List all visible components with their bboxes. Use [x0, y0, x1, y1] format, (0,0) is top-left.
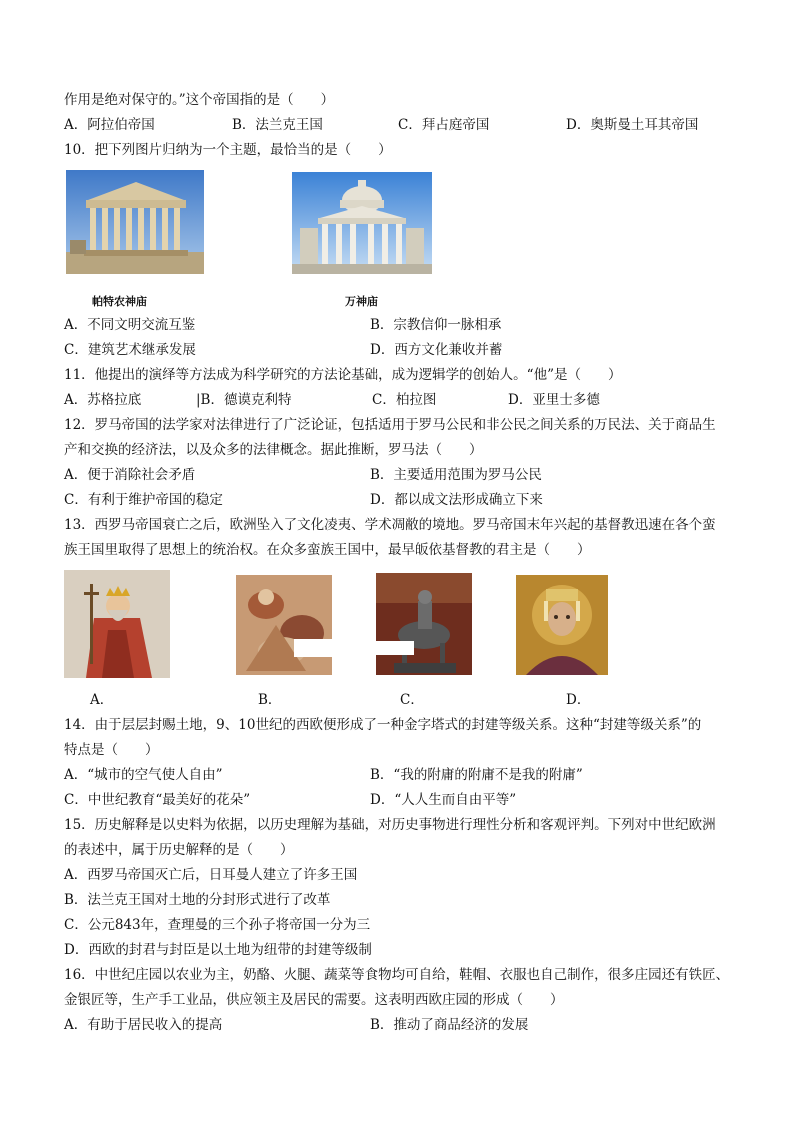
- q13-stem-2: 族王国里取得了思想上的统治权。在众多蛮族王国中，最早皈依基督教的君主是（ ）: [64, 542, 591, 558]
- parthenon-image: [66, 170, 204, 274]
- q16-stem-2: 金银匠等，生产手工业品，供应领主及居民的需要。这表明西欧庄园的形成（ ）: [64, 992, 564, 1008]
- q9-option-b[interactable]: B．法兰克王国: [232, 117, 323, 133]
- q9-option-d[interactable]: D．奥斯曼土耳其帝国: [566, 117, 699, 133]
- q9-stem-tail: 作用是绝对保守的。”这个帝国指的是（ ）: [64, 92, 335, 108]
- q14-option-b[interactable]: B．“我的附庸的附庸不是我的附庸”: [370, 767, 583, 783]
- q10-option-c[interactable]: C．建筑艺术继承发展: [64, 342, 196, 358]
- q12-option-d[interactable]: D．都以成文法形成确立下来: [370, 492, 543, 508]
- q13-label-a[interactable]: A．: [90, 692, 114, 708]
- q15-option-a[interactable]: A．西罗马帝国灭亡后，日耳曼人建立了许多王国: [64, 867, 358, 883]
- q13-label-b[interactable]: B．: [258, 692, 282, 708]
- q14-stem-1: 14．由于层层封赐土地，9、10世纪的西欧便形成了一种金字塔式的封建等级关系。这种“封建等级关系”的: [64, 717, 702, 733]
- parthenon-caption: 帕特农神庙: [92, 295, 147, 308]
- q12-stem-1: 12．罗马帝国的法学家对法律进行了广泛论证，包括适用于罗马公民和非公民之间关系的万民法、关于商品生: [64, 417, 716, 433]
- equestrian-statue-image[interactable]: [376, 573, 472, 675]
- q12-option-a[interactable]: A．便于消除社会矛盾: [64, 467, 196, 483]
- q16-stem-1: 16．中世纪庄园以农业为主，奶酪、火腿、蔬菜等食物均可自给，鞋帽、衣服也自己制作，很多庄园还有铁匠、: [64, 967, 730, 983]
- q11-option-a[interactable]: A．苏格拉底: [64, 392, 142, 408]
- q15-stem-2: 的表述中，属于历史解释的是（ ）: [64, 842, 294, 858]
- q16-option-b[interactable]: B．推动了商品经济的发展: [370, 1017, 529, 1033]
- pantheon-caption: 万神庙: [345, 295, 378, 308]
- q11-option-c[interactable]: C．柏拉图: [372, 392, 437, 408]
- q12-option-c[interactable]: C．有利于维护帝国的稳定: [64, 492, 223, 508]
- q11-stem: 11．他提出的演绎等方法成为科学研究的方法论基础，成为逻辑学的创始人。“他”是（ ）: [64, 367, 622, 383]
- q9-option-c[interactable]: C．拜占庭帝国: [398, 117, 490, 133]
- battle-painting-image[interactable]: [236, 575, 332, 675]
- q14-option-c[interactable]: C．中世纪教育“最美好的花朵”: [64, 792, 251, 808]
- q10-option-a[interactable]: A．不同文明交流互鉴: [64, 317, 196, 333]
- q12-stem-2: 产和交换的经济法，以及众多的法律概念。据此推断，罗马法（ ）: [64, 442, 483, 458]
- pantheon-image: [292, 172, 432, 274]
- q14-option-a[interactable]: A．“城市的空气使人自由”: [64, 767, 223, 783]
- q13-label-d[interactable]: D．: [566, 692, 591, 708]
- q10-option-b[interactable]: B．宗教信仰一脉相承: [370, 317, 502, 333]
- q13-label-c[interactable]: C．: [400, 692, 424, 708]
- q9-option-a[interactable]: A．阿拉伯帝国: [64, 117, 155, 133]
- q15-option-b[interactable]: B．法兰克王国对土地的分封形式进行了改革: [64, 892, 331, 908]
- q10-option-d[interactable]: D．西方文化兼收并蓄: [370, 342, 503, 358]
- q10-stem: 10．把下列图片归纳为一个主题，最恰当的是（ ）: [64, 142, 392, 158]
- q12-option-b[interactable]: B．主要适用范围为罗马公民: [370, 467, 542, 483]
- king-with-cross-image[interactable]: [64, 570, 170, 678]
- q14-option-d[interactable]: D．“人人生而自由平等”: [370, 792, 517, 808]
- q11-option-b[interactable]: |B．德谟克利特: [196, 392, 292, 408]
- q16-option-a[interactable]: A．有助于居民收入的提高: [64, 1017, 223, 1033]
- byzantine-mosaic-image[interactable]: [516, 575, 608, 675]
- q13-stem-1: 13．西罗马帝国衰亡之后，欧洲坠入了文化凌夷、学术凋敝的境地。罗马帝国末年兴起的基督教迅速在各个蛮: [64, 517, 716, 533]
- q14-stem-2: 特点是（ ）: [64, 742, 159, 758]
- q15-stem-1: 15．历史解释是以史料为依据，以历史理解为基础，对历史事物进行理性分析和客观评判。下列对中世纪欧洲: [64, 817, 716, 833]
- q15-option-d[interactable]: D．西欧的封君与封臣是以土地为纽带的封建等级制: [64, 942, 372, 958]
- q15-option-c[interactable]: C．公元843年，查理曼的三个孙子将帝国一分为三: [64, 917, 371, 933]
- q11-option-d[interactable]: D．亚里士多德: [508, 392, 600, 408]
